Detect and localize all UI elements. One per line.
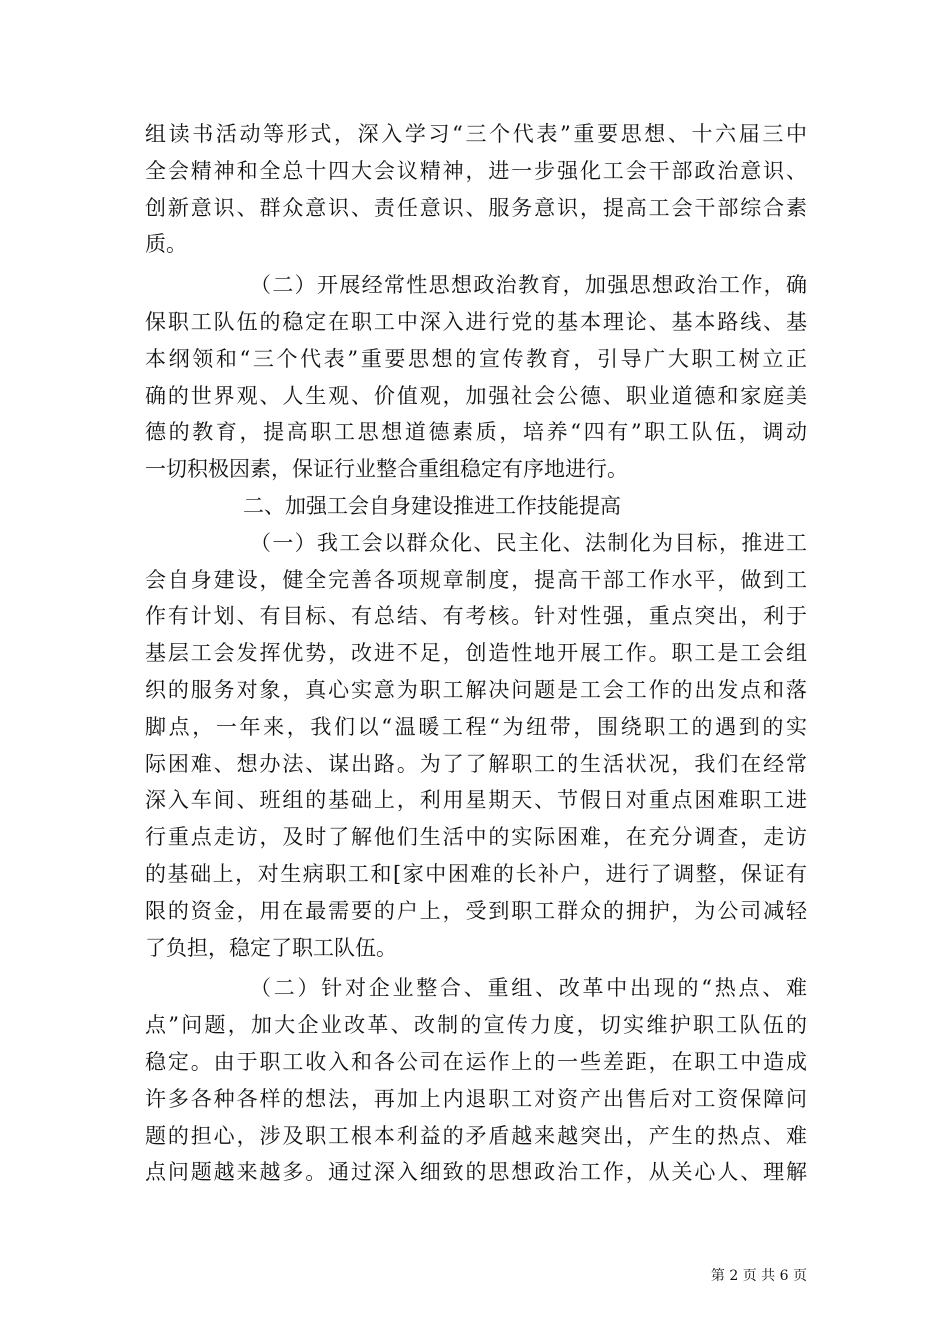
text-line: 际困难、想办法、谋出路。为了了解职工的生活状况，我们在经常 <box>145 751 807 776</box>
paragraph-start-line: （一）我工会以群众化、民主化、法制化为目标，推进工 <box>250 530 807 555</box>
text-line: 创新意识、群众意识、责任意识、服务意识，提高工会干部综合素 <box>145 195 807 220</box>
text-line: 本纲领和“三个代表”重要思想的宣传教育，引导广大职工树立正 <box>145 346 807 371</box>
text-line: 全会精神和全总十四大会议精神，进一步强化工会干部政治意识、 <box>145 158 807 183</box>
text-line: 德的教育，提高职工思想道德素质，培养“四有”职工队伍，调动 <box>145 420 807 445</box>
text-line: 限的资金，用在最需要的户上，受到职工群众的拥护，为公司减轻 <box>145 898 807 923</box>
section-heading: 二、加强工会自身建设推进工作技能提高 <box>243 493 621 518</box>
text-line: 许多各种各样的想法，再加上内退职工对资产出售后对工资保障问 <box>145 1086 807 1111</box>
text-line: 保职工队伍的稳定在职工中深入进行党的基本理论、基本路线、基 <box>145 309 807 334</box>
page-number-footer: 第 2 页 共 6 页 <box>710 1268 807 1284</box>
text-line: 基层工会发挥优势，改进不足，创造性地开展工作。职工是工会组 <box>145 641 807 666</box>
text-line: 了负担，稳定了职工队伍。 <box>145 935 397 960</box>
text-line: 一切积极因素，保证行业整合重组稳定有序地进行。 <box>145 457 628 482</box>
text-line: 深入车间、班组的基础上，利用星期天、节假日对重点困难职工进 <box>145 788 807 813</box>
text-line: 脚点，一年来，我们以“温暖工程“为纽带，围绕职工的遇到的实 <box>145 714 807 739</box>
body-text <box>145 116 807 1191</box>
text-line: 点问题越来越多。通过深入细致的思想政治工作，从关心人、理解 <box>145 1160 807 1185</box>
paragraph-start-line: （二）针对企业整合、重组、改革中出现的“热点、难 <box>250 976 807 1001</box>
text-line: 稳定。由于职工收入和各公司在运作上的一些差距，在职工中造成 <box>145 1049 807 1074</box>
text-line: 织的服务对象，真心实意为职工解决问题是工会工作的出发点和落 <box>145 677 807 702</box>
text-line: 会自身建设，健全完善各项规章制度，提高干部工作水平，做到工 <box>145 567 807 592</box>
text-line: 点”问题，加大企业改革、改制的宣传力度，切实维护职工队伍的 <box>145 1013 807 1038</box>
text-line: 的基础上，对生病职工和[家中困难的长补户，进行了调整，保证有 <box>145 861 807 886</box>
paragraph-start-line: （二）开展经常性思想政治教育，加强思想政治工作，确 <box>250 273 807 298</box>
text-line: 确的世界观、人生观、价值观，加强社会公德、职业道德和家庭美 <box>145 383 807 408</box>
text-line: 组读书活动等形式，深入学习“三个代表”重要思想、十六届三中 <box>145 122 807 146</box>
text-line: 题的担心，涉及职工根本利益的矛盾越来越突出，产生的热点、难 <box>145 1123 807 1148</box>
text-line: 作有计划、有目标、有总结、有考核。针对性强，重点突出，利于 <box>145 604 807 629</box>
text-line: 质。 <box>145 232 187 257</box>
text-line: 行重点走访，及时了解他们生活中的实际困难，在充分调查，走访 <box>145 825 807 850</box>
